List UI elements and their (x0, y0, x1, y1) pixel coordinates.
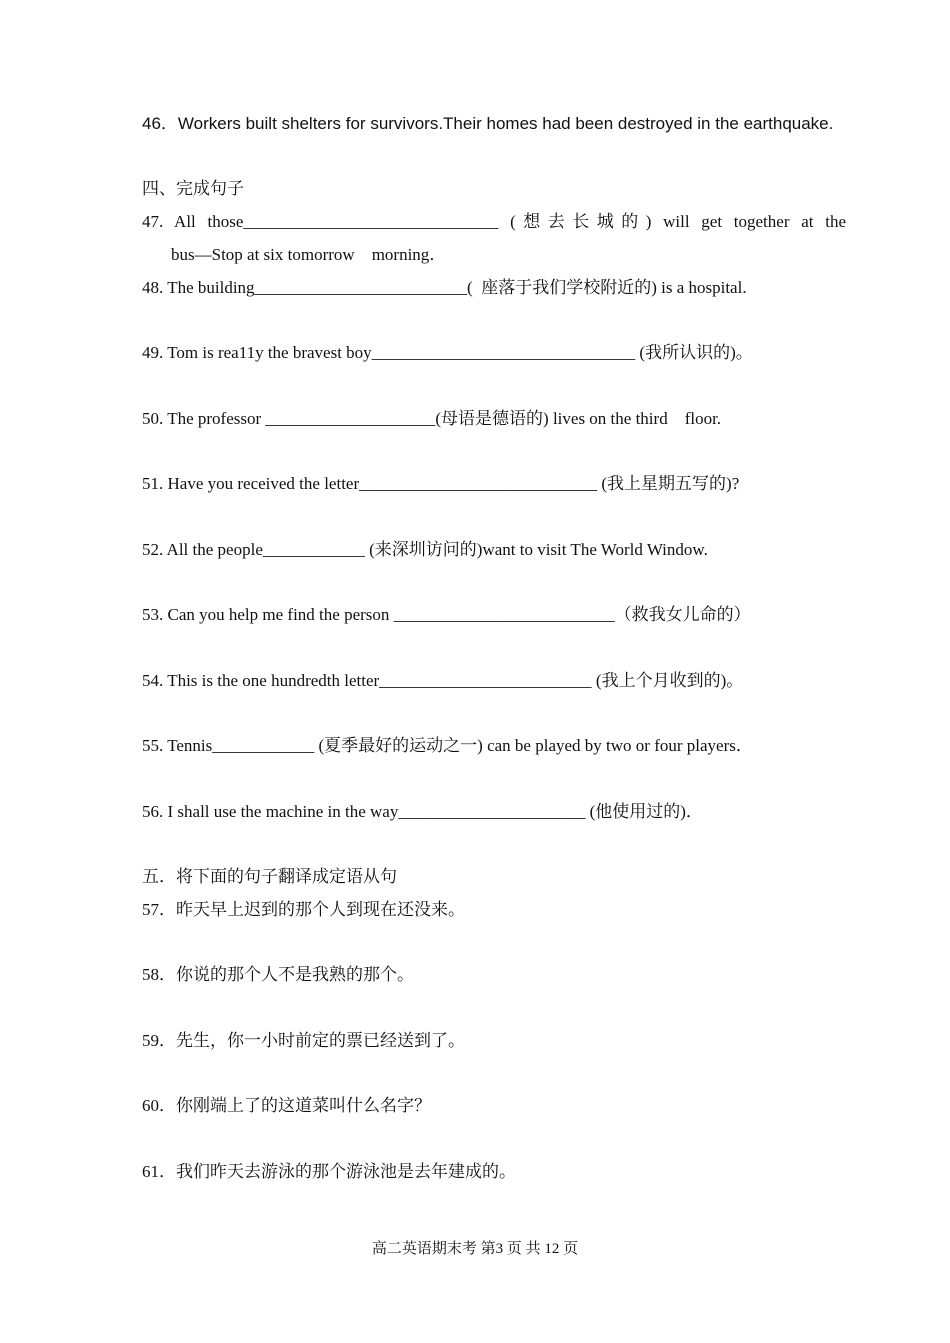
question-56: 56. I shall use the machine in the way______________________ (他使用过的)． (142, 802, 703, 821)
question-54: 54. This is the one hundredth letter_________________________ (我上个月收到的)。 (142, 671, 744, 690)
question-60: 60．你刚端上了的这道菜叫什么名字？ (142, 1096, 431, 1115)
question-49: 49. Tom is rea11y the bravest boy_______________________________ (我所认识的)。 (142, 343, 753, 362)
question-58: 58．你说的那个人不是我熟的那个。 (142, 965, 414, 984)
question-61: 61．我们昨天去游泳的那个游泳池是去年建成的。 (142, 1162, 516, 1181)
question-47-line-2: bus—Stop at six tomorrow morning． (171, 245, 447, 264)
question-48: 48. The building_________________________( 座落于我们学校附近的) is a hospital. (142, 278, 747, 297)
question-53: 53. Can you help me find the person __________________________（救我女儿命的） (142, 605, 751, 624)
question-52: 52. All the people____________ (来深圳访问的)want to visit The World Window. (142, 540, 708, 559)
question-46: 46．Workers built shelters for survivors.Their homes had been destroyed in the earthquake. (142, 114, 834, 133)
question-57: 57．昨天早上迟到的那个人到现在还没来。 (142, 900, 465, 919)
question-50: 50. The professor ____________________(母语是德语的) lives on the third floor. (142, 409, 722, 428)
question-51: 51. Have you received the letter____________________________ (我上星期五写的)? (142, 474, 740, 493)
question-55: 55. Tennis____________ (夏季最好的运动之一) can be played by two or four players． (142, 736, 753, 755)
page-footer: 高二英语期末考 第3 页 共 12 页 (371, 1241, 579, 1257)
section-4-heading: 四、完成句子 (142, 179, 244, 198)
question-47-line-1: 47. All those______________________________ (想去长城的) will get together at the (142, 212, 846, 231)
question-59: 59．先生，你一小时前定的票已经送到了。 (142, 1031, 465, 1050)
section-5-heading: 五．将下面的句子翻译成定语从句 (142, 867, 397, 886)
